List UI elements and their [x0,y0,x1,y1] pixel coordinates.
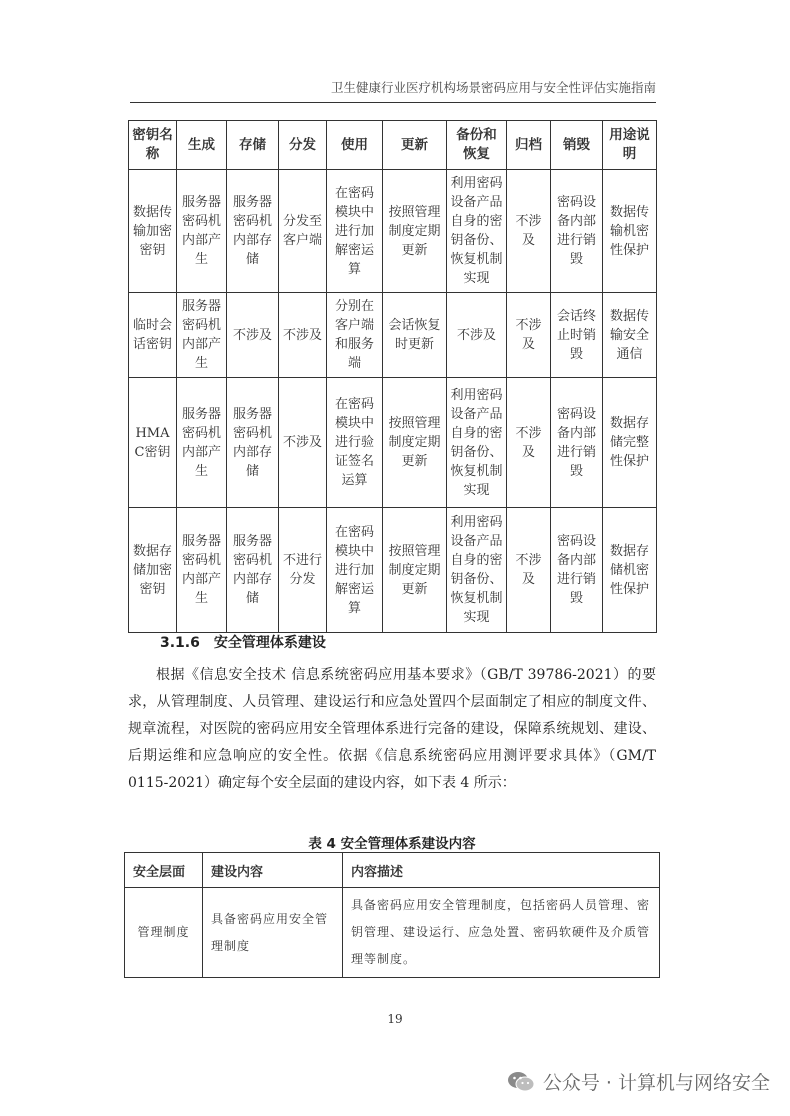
table-cell: HMAC密钥 [129,378,177,508]
table-cell: 服务器密码机内部产生 [177,293,227,378]
col-header: 使用 [327,121,383,170]
col-header: 安全层面 [125,853,203,888]
wechat-icon [507,1070,535,1094]
table-cell: 管理制度 [125,888,203,978]
table-cell: 不涉及 [227,293,279,378]
table-cell: 会话恢复时更新 [383,293,447,378]
table-cell: 数据传输加密密钥 [129,170,177,293]
table-cell: 不进行分发 [279,508,327,633]
col-header: 分发 [279,121,327,170]
col-header: 用途说明 [603,121,657,170]
section-title: 安全管理体系建设 [213,635,326,651]
table-row [129,293,657,378]
table-cell: 密码设备内部进行销毁 [551,508,603,633]
table-cell: 在密码模块中进行加解密运算 [327,170,383,293]
table-cell: 利用密码设备产品自身的密钥备份、恢复机制实现 [447,170,507,293]
table-cell: 不涉及 [507,508,551,633]
table-cell: 临时会话密钥 [129,293,177,378]
key-lifecycle-table [128,120,657,633]
table-cell: 服务器密码机内部存储 [227,508,279,633]
table-cell: 利用密码设备产品自身的密钥备份、恢复机制实现 [447,508,507,633]
section-heading [160,632,326,652]
table-cell: 不涉及 [507,378,551,508]
table-cell: 具备密码应用安全管理制度，包括密码人员管理、密钥管理、建设运行、应急处置、密码软硬件及介质管理等制度。 [343,888,660,978]
table-cell: 数据存储机密性保护 [603,508,657,633]
table-cell: 数据存储完整性保护 [603,378,657,508]
col-header: 存储 [227,121,279,170]
watermark [507,1068,770,1095]
table-cell: 不涉及 [279,293,327,378]
table-row [129,378,657,508]
col-header: 归档 [507,121,551,170]
table-cell: 按照管理制度定期更新 [383,170,447,293]
table-cell: 不涉及 [447,293,507,378]
table-cell: 具备密码应用安全管理制度 [203,888,343,978]
table-cell: 不涉及 [279,378,327,508]
col-header: 内容描述 [343,853,660,888]
table-cell: 服务器密码机内部产生 [177,378,227,508]
col-header: 销毁 [551,121,603,170]
col-header: 生成 [177,121,227,170]
security-management-table [124,852,660,978]
page-number: 19 [387,1012,403,1026]
table-header-row [129,121,657,170]
watermark-text: 公众号 · 计算机与网络安全 [542,1072,770,1094]
table-cell: 会话终止时销毁 [551,293,603,378]
table-cell: 数据存储加密密钥 [129,508,177,633]
page-header: 卫生健康行业医疗机构场景密码应用与安全性评估实施指南 [130,78,656,103]
body-paragraph: 根据《信息安全技术 信息系统密码应用基本要求》（GB/T 39786-2021）的要求，从管理制度、人员管理、建设运行和应急处置四个层面制定了相应的制度文件、规章流程，对医院的密码应用安全管理体系进行完备的建设，保障系统规划、建设、后期运维和应急响应的安全性。依据《信息系统密码应用测评要求具体》（GM/T 0115-2021）确定每个安全层面的建设内容，如下表 4 所示： [128,667,656,791]
table-cell: 分别在客户端和服务端 [327,293,383,378]
table-cell: 分发至客户端 [279,170,327,293]
col-header: 备份和恢复 [447,121,507,170]
table-cell: 服务器密码机内部存储 [227,378,279,508]
table-row [125,888,660,978]
table-header-row [125,853,660,888]
table-cell: 在密码模块中进行加解密运算 [327,508,383,633]
table-caption: 表 4 安全管理体系建设内容 [308,836,476,852]
table-cell: 按照管理制度定期更新 [383,508,447,633]
table-row [129,170,657,293]
table-cell: 密码设备内部进行销毁 [551,170,603,293]
table-cell: 利用密码设备产品自身的密钥备份、恢复机制实现 [447,378,507,508]
table-cell: 数据传输机密性保护 [603,170,657,293]
table-cell: 不涉及 [507,293,551,378]
table-cell: 服务器密码机内部产生 [177,508,227,633]
col-header: 建设内容 [203,853,343,888]
table-cell: 密码设备内部进行销毁 [551,378,603,508]
col-header: 密钥名称 [129,121,177,170]
section-number: 3.1.6 [160,635,200,651]
table-cell: 服务器密码机内部存储 [227,170,279,293]
table-cell: 在密码模块中进行验证签名运算 [327,378,383,508]
table-cell: 数据传输安全通信 [603,293,657,378]
table-cell: 服务器密码机内部产生 [177,170,227,293]
table-cell: 不涉及 [507,170,551,293]
table-cell: 按照管理制度定期更新 [383,378,447,508]
table-row [129,508,657,633]
col-header: 更新 [383,121,447,170]
